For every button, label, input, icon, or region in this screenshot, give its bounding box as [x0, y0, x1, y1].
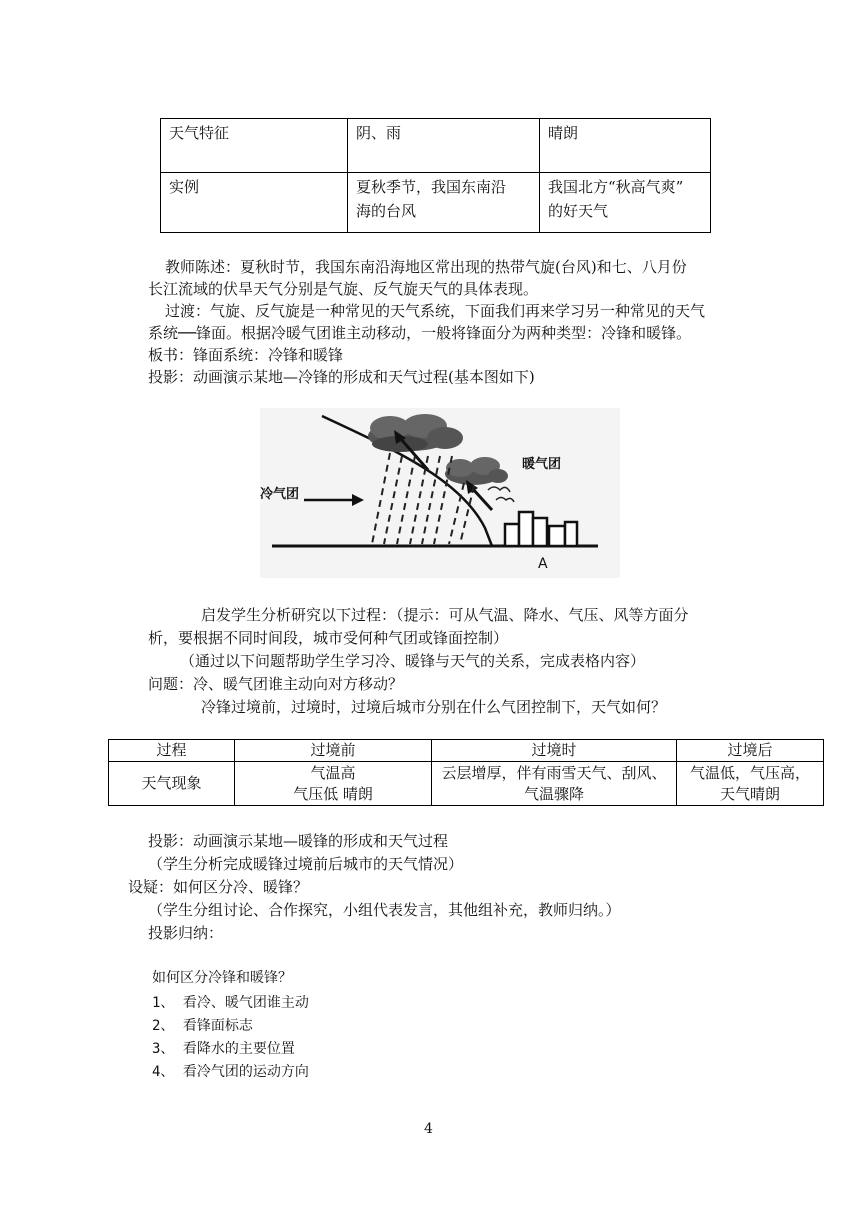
paragraph-line: 设疑：如何区分冷、暖锋？	[128, 878, 309, 896]
paragraph-line: 析，要根据不同时间段，城市受何种气团或锋面控制）	[148, 629, 509, 647]
paragraph-line: 系统──锋面。根据冷暖气团谁主动移动，一般将锋面分为两种类型：冷锋和暖锋。	[148, 324, 692, 342]
paragraph-line: 问题：冷、暖气团谁主动向对方移动？	[148, 675, 404, 693]
cell-line: 海的台风	[356, 202, 417, 220]
table-cell	[235, 762, 432, 806]
cold-front-weather-table	[108, 739, 824, 806]
cell-line: 云层增厚，伴有雨雪天气、刮风、	[441, 763, 667, 782]
cell-line: 气压低 晴朗	[293, 784, 373, 803]
table-cell: 天气现象	[109, 762, 235, 806]
paragraph-line: （通过以下问题帮助学生学习冷、暖锋与天气的关系，完成表格内容）	[180, 652, 646, 670]
summary-item: 3、 看降水的主要位置	[152, 1041, 295, 1057]
paragraph-line: 板书：锋面系统：冷锋和暖锋	[148, 346, 344, 364]
summary-item: 4、 看冷气团的运动方向	[152, 1064, 309, 1080]
table-header-cell: 过境前	[235, 740, 432, 762]
table-cell	[540, 173, 711, 233]
city-label: A	[538, 556, 548, 572]
table-cell	[677, 762, 824, 806]
summary-title: 如何区分冷锋和暖锋？	[152, 970, 292, 986]
page-number: 4	[424, 1121, 433, 1137]
table-header-cell: 过程	[109, 740, 235, 762]
paragraph-line: 冷锋过境前，过境时，过境后城市分别在什么气团控制下，天气如何？	[201, 698, 667, 716]
paragraph-line: （学生分析完成暖锋过境前后城市的天气情况）	[148, 855, 464, 873]
table-cell	[432, 762, 677, 806]
paragraph-line: 过渡：气旋、反气旋是一种常见的天气系统，下面我们再来学习另一种常见的天气	[165, 302, 706, 320]
cell-line: 气温骤降	[523, 784, 584, 803]
table-cell: 实例	[161, 173, 348, 233]
table-cell: 晴朗	[540, 119, 711, 173]
cold-air-mass-label: 冷气团	[260, 487, 300, 502]
table-cell	[348, 173, 540, 233]
paragraph-line: 长江流域的伏旱天气分别是气旋、反气旋天气的具体表现。	[148, 280, 539, 298]
table-cell: 阴、雨	[348, 119, 540, 173]
cell-line: 天气晴朗	[719, 784, 780, 803]
table-cell: 天气特征	[161, 119, 348, 173]
paragraph-line: 投影：动画演示某地—暖锋的形成和天气过程	[148, 832, 449, 850]
warm-air-mass-label: 暖气团	[522, 457, 562, 472]
cell-line: 夏秋季节，我国东南沿	[356, 178, 507, 196]
cell-line: 气温低，气压高，	[689, 763, 810, 782]
cell-line: 气温高	[310, 763, 356, 782]
cell-line: 我国北方“秋高气爽”	[548, 178, 684, 196]
table-header-cell: 过境时	[432, 740, 677, 762]
paragraph-line: 投影：动画演示某地—冷锋的形成和天气过程(基本图如下)	[148, 368, 535, 386]
comparison-table	[160, 118, 711, 233]
paragraph-line: 启发学生分析研究以下过程：（提示：可从气温、降水、气压、风等方面分	[201, 606, 689, 624]
summary-item: 2、 看锋面标志	[152, 1018, 253, 1034]
cold-front-diagram	[260, 408, 620, 578]
cell-line: 的好天气	[548, 202, 609, 220]
summary-item: 1、 看冷、暖气团谁主动	[152, 995, 309, 1011]
table-header-cell: 过境后	[677, 740, 824, 762]
paragraph-line: 教师陈述：夏秋时节，我国东南沿海地区常出现的热带气旋(台风)和七、八月份	[165, 258, 687, 276]
paragraph-line: （学生分组讨论、合作探究，小组代表发言，其他组补充，教师归纳。）	[148, 901, 621, 919]
paragraph-line: 投影归纳：	[148, 924, 224, 942]
